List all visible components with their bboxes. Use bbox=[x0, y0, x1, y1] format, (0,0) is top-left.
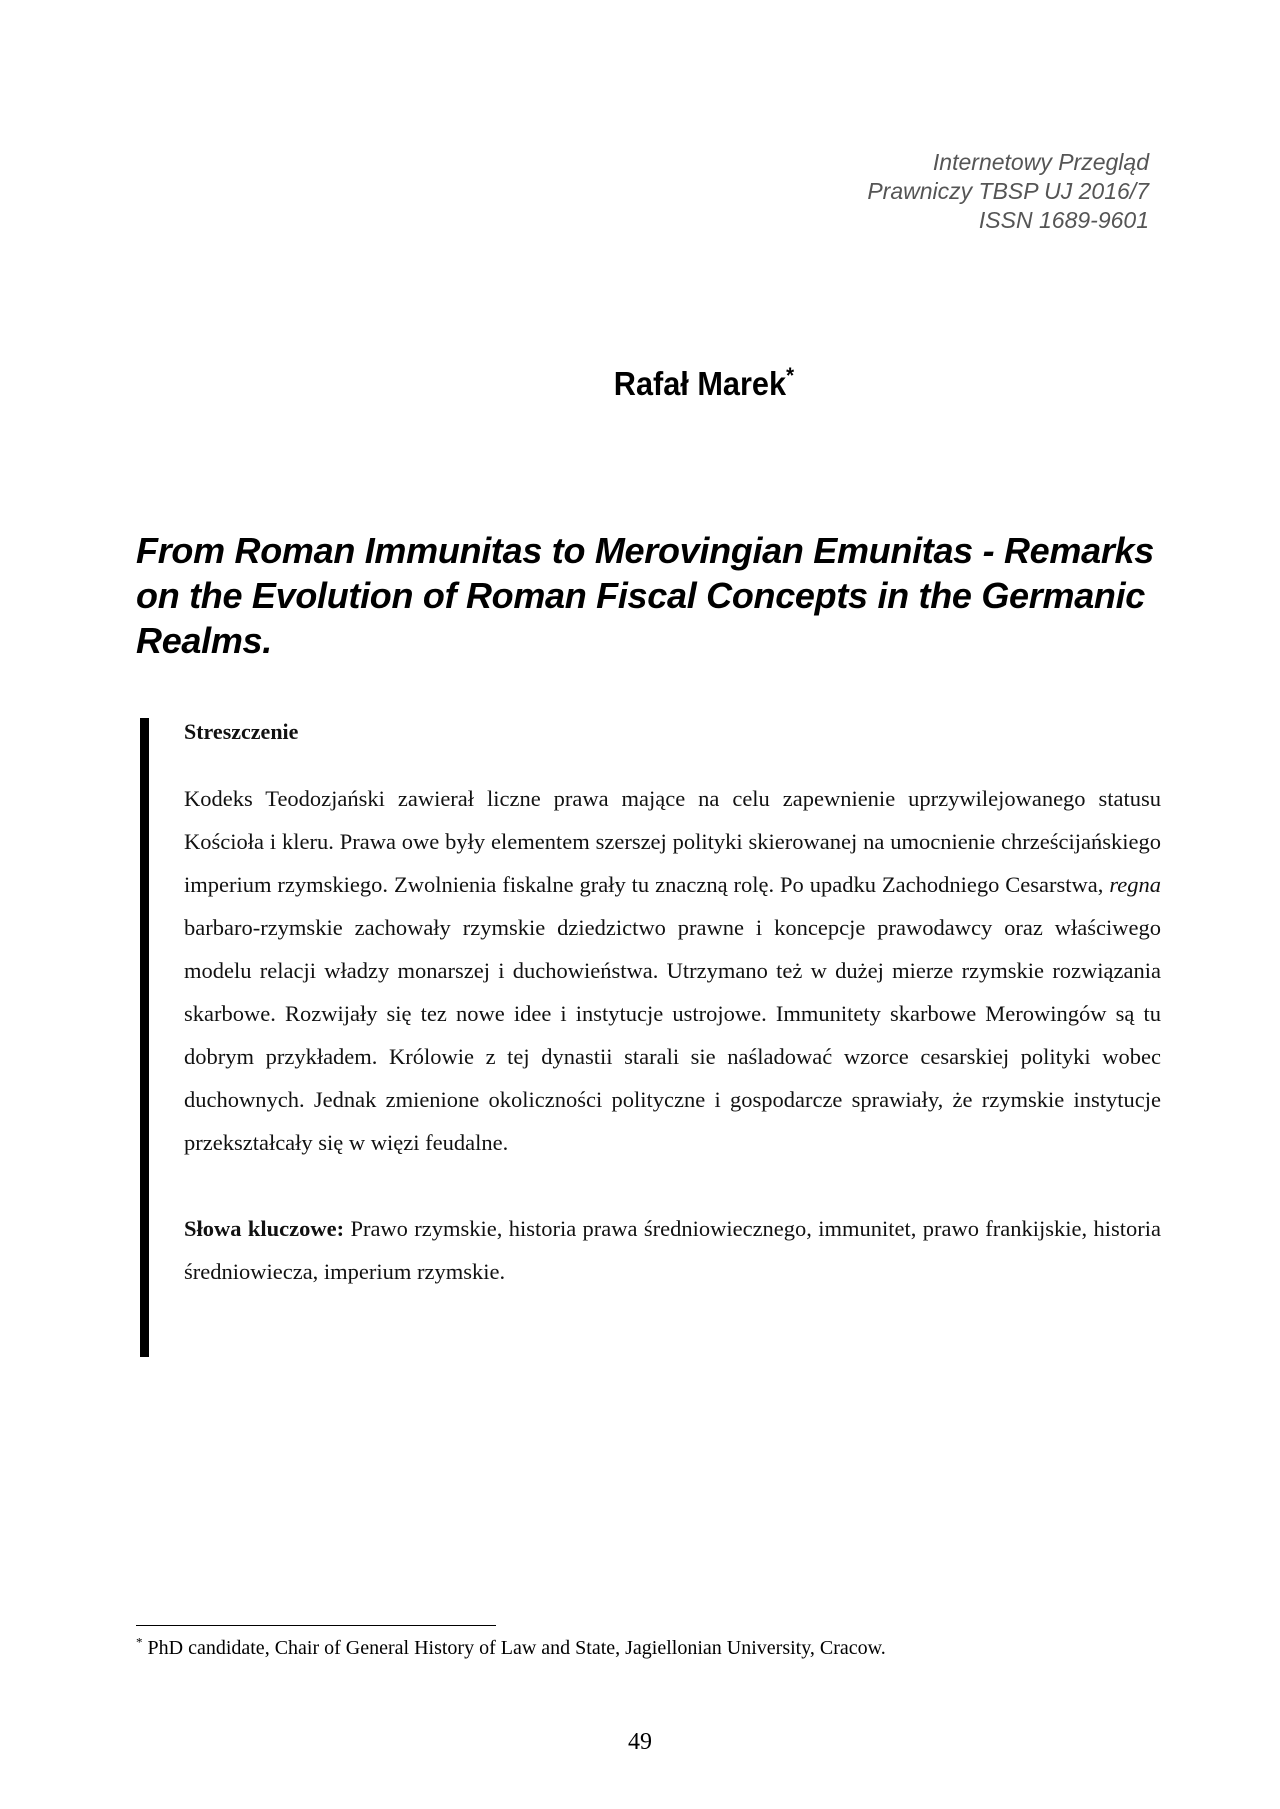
abstract-text-part2: barbaro-rzymskie zachowały rzymskie dziedzictwo prawne i koncepcje prawodawcy oraz właściwego modelu relacji władzy monarszej i duchowieństwa. Utrzymano też w dużej mierze rzymskie rozwiązania skarbowe. Rozwijały się tez nowe idee i instytucje ustrojowe. Immunitety skarbowe Merowingów są tu dobrym przykładem. Królowie z tej dynastii starali sie naśladować wzorce cesarskiej polityki wobec duchownych. Jednak zmienione okoliczności polityczne i gospodarcze sprawiały, że rzymskie instytucje przekształcały się w więzi feudalne. bbox=[184, 915, 1161, 1155]
abstract-sidebar-rule bbox=[140, 718, 149, 1357]
author-name-wrapper bbox=[614, 364, 794, 404]
abstract-text-part1: Kodeks Teodozjański zawierał liczne prawa mające na celu zapewnienie uprzywilejowanego statusu Kościoła i kleru. Prawa owe były elementem szerszej polityki skierowanej na umocnienie chrześcijańskiego imperium rzymskiego. Zwolnienia fiskalne grały tu znaczną rolę. Po upadku Zachodniego Cesarstwa, bbox=[184, 786, 1161, 897]
journal-issn: ISSN 1689-9601 bbox=[978, 207, 1149, 233]
footnote bbox=[136, 1635, 1176, 1661]
footnote-text: PhD candidate, Chair of General History of Law and State, Jagiellonian University, Cracow. bbox=[142, 1637, 886, 1659]
page-number: 49 bbox=[628, 1729, 652, 1755]
journal-name-line2: Prawniczy TBSP UJ 2016/7 bbox=[867, 178, 1149, 204]
abstract-heading: Streszczenie bbox=[184, 719, 299, 744]
journal-header bbox=[867, 148, 1149, 235]
keywords-label: Słowa kluczowe: bbox=[184, 1216, 345, 1241]
footnote-marker: * bbox=[136, 1634, 143, 1650]
keywords bbox=[184, 1207, 1161, 1293]
abstract-body bbox=[184, 777, 1161, 1164]
footnote-divider bbox=[136, 1625, 496, 1626]
author-footnote-marker[interactable]: * bbox=[786, 363, 795, 388]
keywords-text: Prawo rzymskie, historia prawa średniowiecznego, immunitet, prawo frankijskie, historia średniowiecza, imperium rzymskie. bbox=[184, 1216, 1161, 1284]
abstract-section bbox=[184, 717, 1161, 1293]
abstract-italic-term: regna bbox=[1109, 872, 1161, 897]
author bbox=[0, 364, 1280, 404]
article-title: From Roman Immunitas to Merovingian Emunitas - Remarks on the Evolution of Roman Fiscal Concepts in the Germanic Realms. bbox=[136, 530, 1154, 661]
author-name: Rafał Marek bbox=[613, 365, 787, 402]
journal-name-line1: Internetowy Przegląd bbox=[932, 149, 1149, 175]
